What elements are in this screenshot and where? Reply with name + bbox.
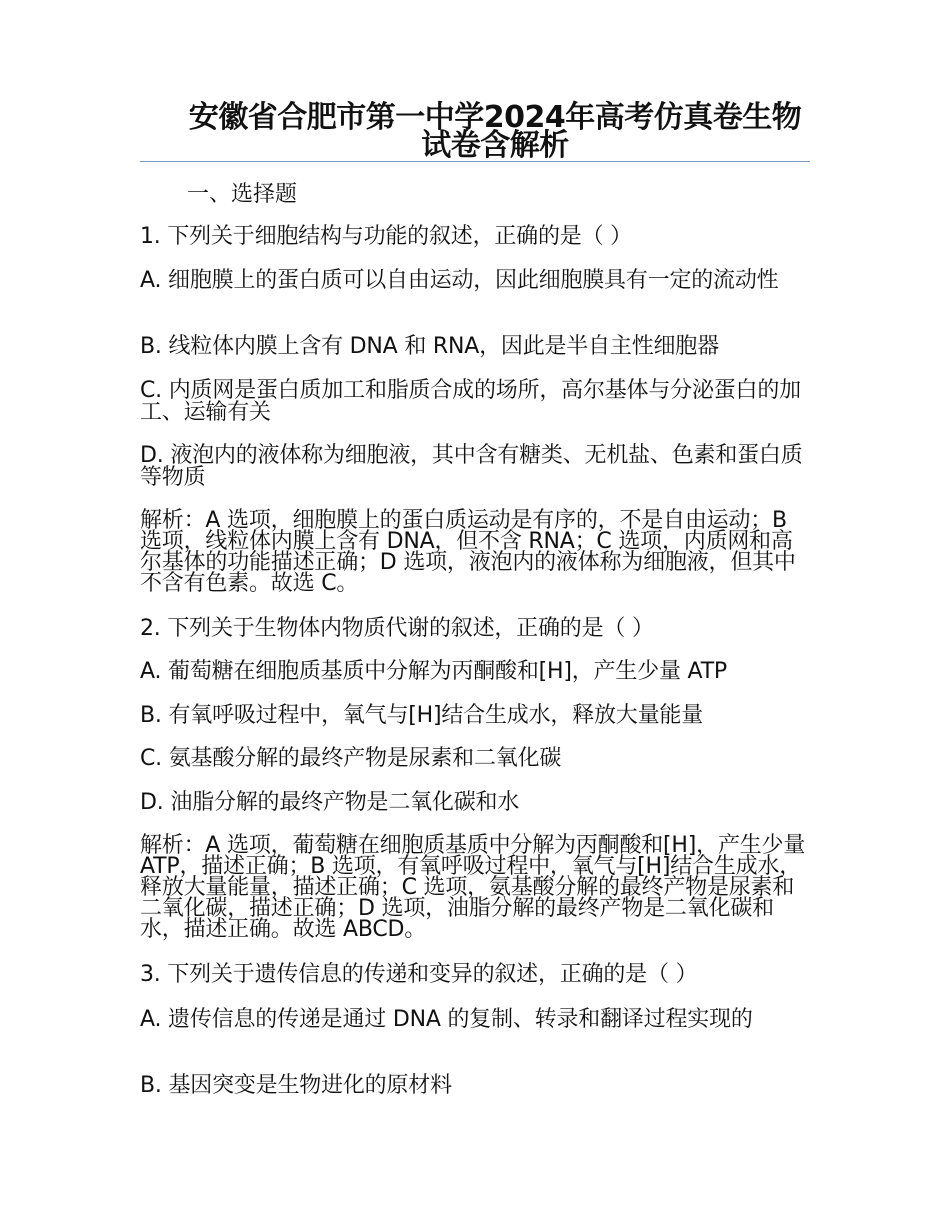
document-title: 安徽省合肥市第一中学2024年高考仿真卷生物试卷含解析: [188, 100, 802, 163]
question-2-analysis: 解析：A 选项，葡萄糖在细胞质基质中分解为丙酮酸和[H]，产生少量 ATP，描述正确；B 选项，有氧呼吸过程中，氧气与[H]结合生成水，释放大量能量，描述正确；C 选项，氨基酸分解的最终产物是尿素和二氧化碳，描述正确；D 选项，油脂分解的最终产物是二氧化碳和水，描述正确。故选 ABCD。: [140, 833, 806, 942]
question-1-stem: 1. 下列关于细胞结构与功能的叙述，正确的是（ ）: [140, 224, 632, 249]
question-1-option-c: C. 内质网是蛋白质加工和脂质合成的场所，高尔基体与分泌蛋白的加工、运输有关: [140, 378, 801, 425]
question-2-option-a: A. 葡萄糖在细胞质基质中分解为丙酮酸和[H]，产生少量 ATP: [140, 659, 728, 684]
question-2-option-d: D. 油脂分解的最终产物是二氧化碳和水: [140, 790, 520, 815]
question-3-option-a: A. 遗传信息的传递是通过 DNA 的复制、转录和翻译过程实现的: [140, 1007, 753, 1032]
section-heading: 一、选择题: [187, 182, 298, 207]
title-divider: [140, 161, 810, 162]
question-2-stem: 2. 下列关于生物体内物质代谢的叙述，正确的是（ ）: [140, 616, 654, 641]
question-2-option-b: B. 有氧呼吸过程中，氧气与[H]结合生成水，释放大量能量: [140, 703, 703, 728]
question-2-option-c: C. 氨基酸分解的最终产物是尿素和二氧化碳: [140, 746, 562, 771]
question-3-option-b: B. 基因突变是生物进化的原材料: [140, 1073, 452, 1098]
question-1-option-a: A. 细胞膜上的蛋白质可以自由运动，因此细胞膜具有一定的流动性: [140, 268, 779, 293]
question-1-option-b: B. 线粒体内膜上含有 DNA 和 RNA，因此是半自主性细胞器: [140, 334, 719, 359]
question-1-option-d: D. 液泡内的液体称为细胞液，其中含有糖类、无机盐、色素和蛋白质等物质: [140, 443, 803, 490]
question-1-analysis: 解析：A 选项，细胞膜上的蛋白质运动是有序的，不是自由运动；B 选项，线粒体内膜上含有 DNA，但不含 RNA；C 选项，内质网和高尔基体的功能描述正确；D 选项，液泡内的液体称为细胞液，但其中不含有色素。故选 C。: [140, 508, 796, 596]
question-3-stem: 3. 下列关于遗传信息的传递和变异的叙述，正确的是（ ）: [140, 962, 698, 987]
